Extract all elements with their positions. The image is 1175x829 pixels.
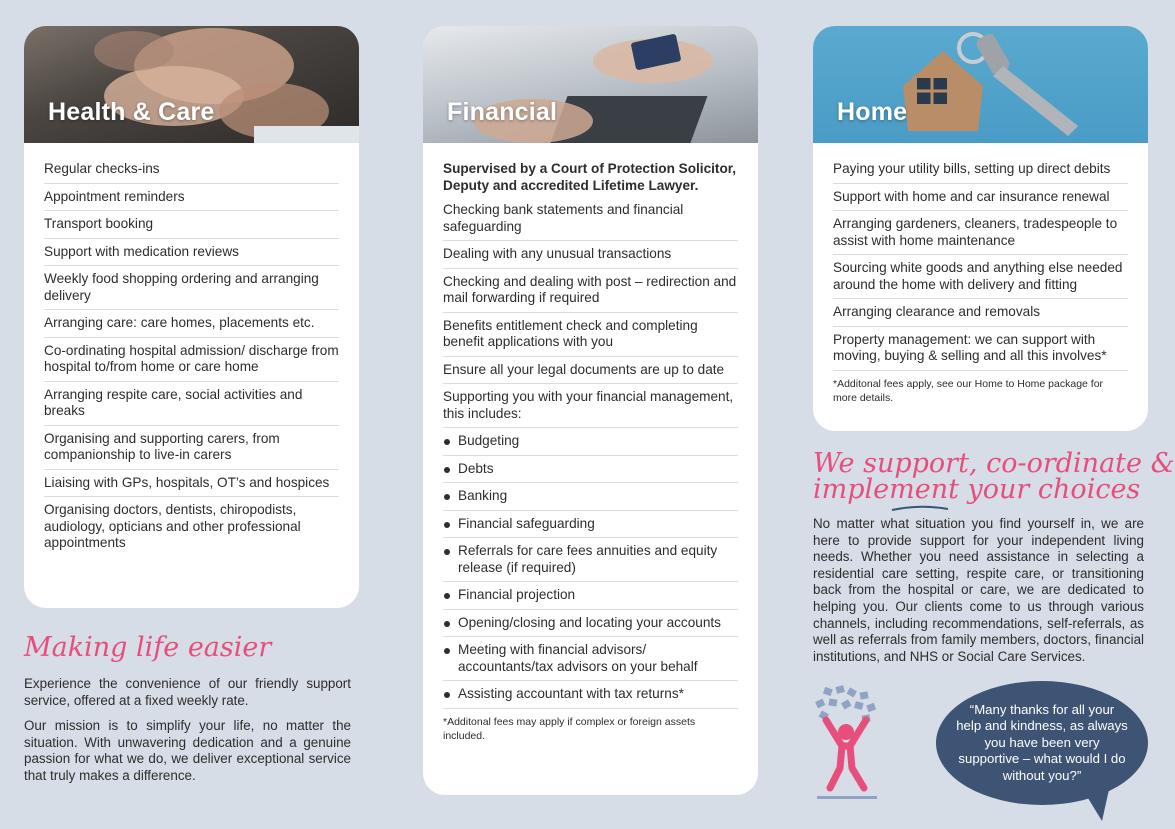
home-header-image	[813, 26, 1148, 143]
list-item: Arranging care: care homes, placements etc.	[44, 310, 339, 338]
making-life-p1: Experience the convenience of our friendly support service, offered at a fixed weekly rate.	[24, 676, 351, 708]
bullet-item: Assisting accountant with tax returns*	[443, 681, 738, 709]
bullet-item: Banking	[443, 483, 738, 511]
home-card	[813, 26, 1148, 431]
list-item: Regular checks-ins	[44, 156, 339, 184]
bullet-item: Meeting with financial advisors/ accountants/tax advisors on your behalf	[443, 637, 738, 681]
list-item: Checking and dealing with post – redirection and mail forwarding if required	[443, 269, 738, 313]
list-item: Appointment reminders	[44, 184, 339, 212]
financial-card	[423, 26, 758, 795]
financial-list	[423, 143, 758, 743]
financial-header-image	[423, 26, 758, 143]
health-care-list	[24, 143, 359, 557]
home-title: Home	[837, 98, 908, 126]
list-item: Organising and supporting carers, from companionship to live-in carers	[44, 426, 339, 470]
financial-footnote: *Additonal fees may apply if complex or foreign assets included.	[443, 715, 696, 742]
health-care-header-image	[24, 26, 359, 143]
list-item: Transport booking	[44, 211, 339, 239]
bullet-item: Referrals for care fees annuities and equity release (if required)	[443, 538, 738, 582]
support-p1: No matter what situation you find yourself in, we are here to provide support for your independent living needs. Whether you need assistance in selecting a residential care setting, respite care, or transitioning back from the hospital or care, we are dedicated to helping you. Our clients come to us through various channels, including recommendations, self-referrals, as well as referrals from family members, doctors, financial institutions, and NHS or Social Care Services.	[813, 516, 1144, 664]
list-item: Dealing with any unusual transactions	[443, 241, 738, 269]
making-life-p2: Our mission is to simplify your life, no matter the situation. With unwavering dedication and a genuine passion for what we do, we deliver exceptional service that truly makes a difference.	[24, 718, 351, 783]
list-item: Organising doctors, dentists, chiropodists, audiology, opticians and other professional appointments	[44, 502, 301, 550]
list-item: Arranging respite care, social activities and breaks	[44, 382, 339, 426]
support-heading-line1: We support, co-ordinate &	[813, 448, 1175, 479]
health-care-title: Health & Care	[48, 98, 215, 126]
bullet-item: Financial safeguarding	[443, 511, 738, 539]
support-text	[813, 516, 1144, 674]
list-item: Weekly food shopping ordering and arranging delivery	[44, 266, 339, 310]
financial-title: Financial	[447, 98, 558, 126]
making-life-easier-text	[24, 676, 351, 794]
list-item: Checking bank statements and financial safeguarding	[443, 197, 738, 241]
underline-swash	[890, 502, 950, 516]
list-item: Sourcing white goods and anything else needed around the home with delivery and fitting	[833, 255, 1128, 299]
home-list	[813, 143, 1148, 405]
list-item: Supporting you with your financial management, this includes:	[443, 384, 738, 428]
bullet-item: Budgeting	[443, 428, 738, 456]
list-item: Support with home and car insurance renewal	[833, 184, 1128, 212]
quote-bubble-tail	[1080, 785, 1120, 825]
list-item: Arranging clearance and removals	[833, 299, 1128, 327]
support-heading-line2: implement your choices	[813, 474, 1141, 505]
health-care-card	[24, 26, 359, 608]
list-item: Property management: we can support with moving, buying & selling and all this involves*	[833, 327, 1128, 371]
home-footnote: *Additonal fees apply, see our Home to Home package for more details.	[833, 377, 1104, 404]
testimonial-quote-text: “Many thanks for all your help and kindness, as always you have been very supportive – what would I do without you?”	[956, 701, 1128, 783]
list-item: Paying your utility bills, setting up direct debits	[833, 156, 1128, 184]
bullet-item: Financial projection	[443, 582, 738, 610]
bullet-item: Opening/closing and locating your accounts	[443, 610, 738, 638]
list-item: Arranging gardeners, cleaners, tradespeople to assist with home maintenance	[833, 211, 1128, 255]
list-item: Benefits entitlement check and completing benefit applications with you	[443, 313, 738, 357]
list-item: Co-ordinating hospital admission/ discharge from hospital to/from home or care home	[44, 338, 339, 382]
making-life-easier-heading: Making life easier	[24, 632, 272, 663]
list-item: Liaising with GPs, hospitals, OT’s and hospices	[44, 470, 339, 498]
financial-intro: Supervised by a Court of Protection Solicitor, Deputy and accredited Lifetime Lawyer.	[443, 161, 737, 193]
list-item: Ensure all your legal documents are up to date	[443, 357, 738, 385]
bullet-item: Debts	[443, 456, 738, 484]
list-item: Support with medication reviews	[44, 239, 339, 267]
celebrating-person-icon	[812, 684, 882, 804]
support-heading	[813, 448, 1175, 505]
